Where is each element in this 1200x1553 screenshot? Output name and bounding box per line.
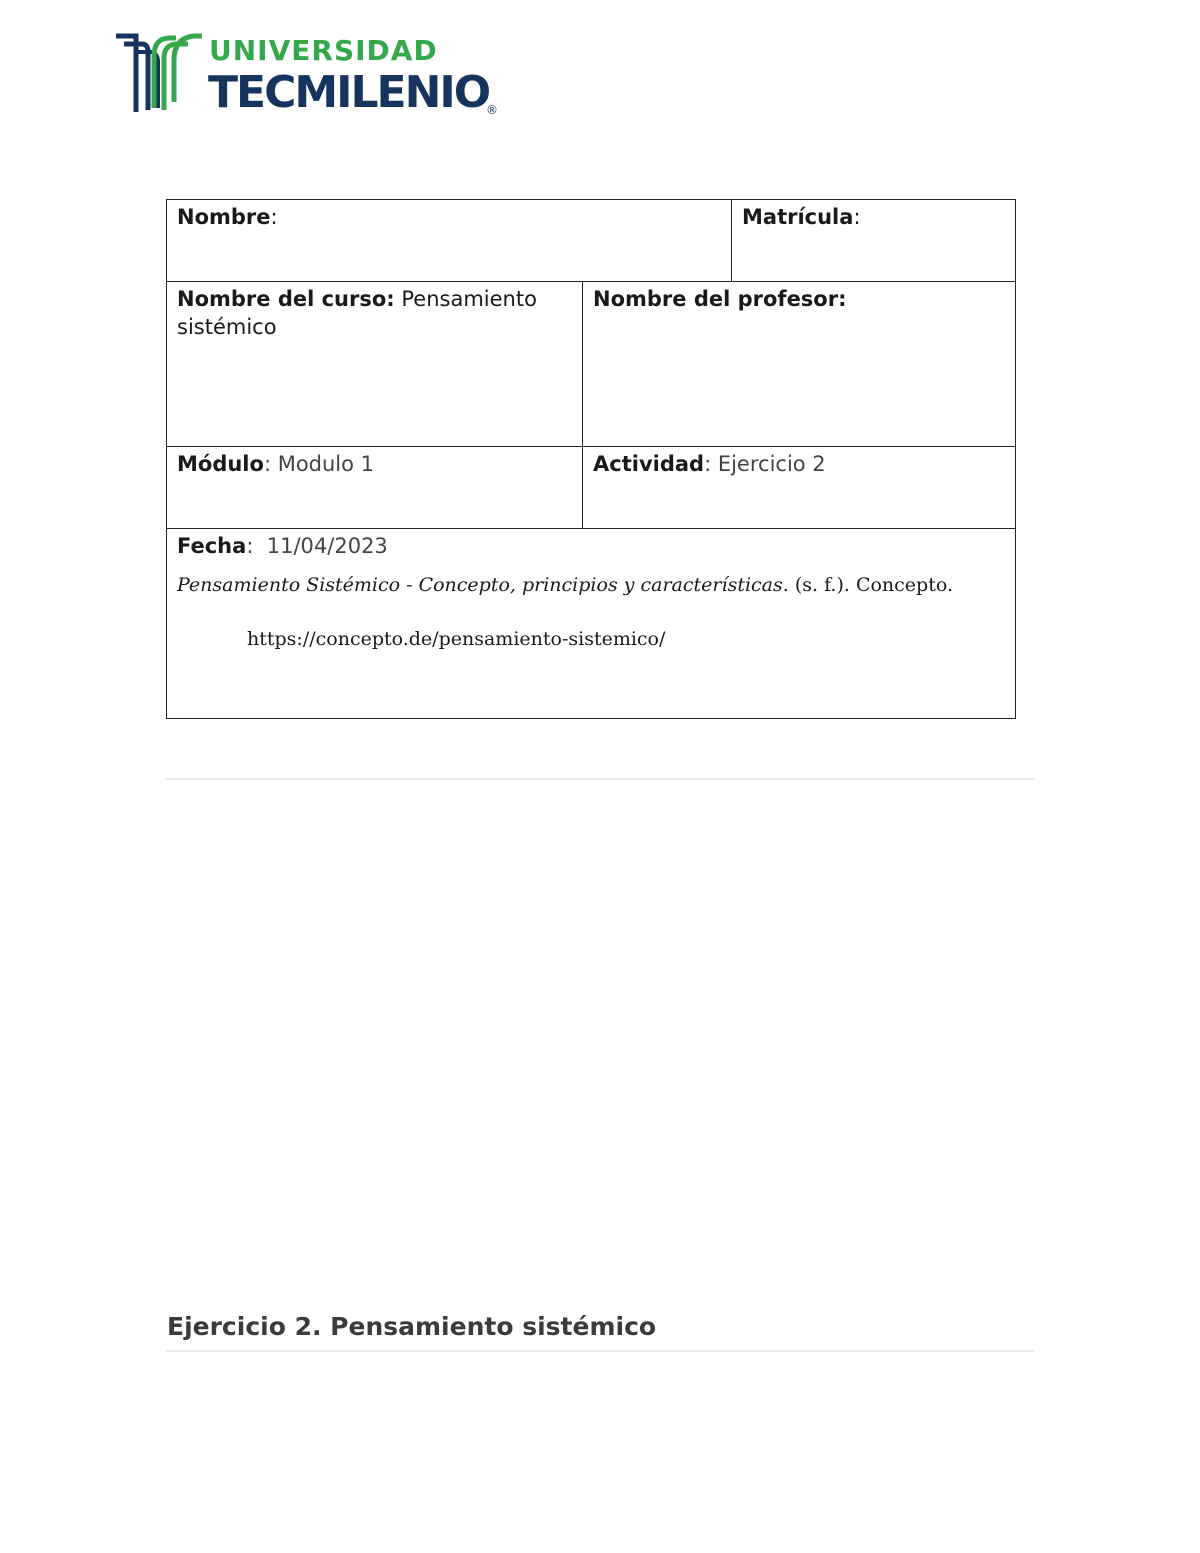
cell-fecha[interactable]: Fecha: 11/04/2023 Pensamiento Sistémico - Concepto, principios y características. (s. f.). Concepto. https://concepto.de/pensamiento-sistemico/ [167,529,1016,719]
reference-citation [177,572,1005,598]
profesor-label: Nombre del profesor: [593,287,847,311]
university-logo [114,30,514,120]
divider-top [166,778,1034,780]
curso-label: Nombre del curso: [177,287,395,311]
logo-word-tecmilenio: TECMILENIO [208,67,490,118]
registered-mark: ® [486,103,498,117]
row-course [167,282,1016,447]
actividad-label: Actividad [593,452,705,476]
reference-title: Pensamiento Sistémico - Concepto, principios y características [177,574,783,596]
cell-curso[interactable] [167,282,583,447]
nombre-label: Nombre [177,205,271,229]
actividad-value: Ejercicio 2 [717,452,826,476]
cell-actividad[interactable]: Actividad: Ejercicio 2 [583,447,1016,529]
cell-profesor[interactable] [583,282,1016,447]
modulo-label: Módulo [177,452,264,476]
cell-nombre[interactable]: Nombre: [167,200,732,282]
reference-url[interactable]: https://concepto.de/pensamiento-sistemico/ [247,628,666,650]
section-title: Ejercicio 2. Pensamiento sistémico [167,1312,657,1341]
fecha-label: Fecha [177,534,247,558]
curso-value: Pensamiento sistémico [177,287,537,339]
reference-source: . (s. f.). Concepto. [782,574,953,596]
matricula-label: Matrícula [742,205,854,229]
row-name [167,200,1016,282]
modulo-value: Modulo 1 [277,452,375,476]
student-info-table [166,199,1016,719]
row-date [167,529,1016,719]
cell-matricula[interactable]: Matrícula: [732,200,1016,282]
divider-section [166,1350,1034,1352]
logo-word-universidad: UNIVERSIDAD [209,34,438,67]
row-module [167,447,1016,529]
cell-modulo[interactable]: Módulo: Modulo 1 [167,447,583,529]
logo-mark-icon [114,30,204,120]
fecha-value: 11/04/2023 [266,534,388,558]
